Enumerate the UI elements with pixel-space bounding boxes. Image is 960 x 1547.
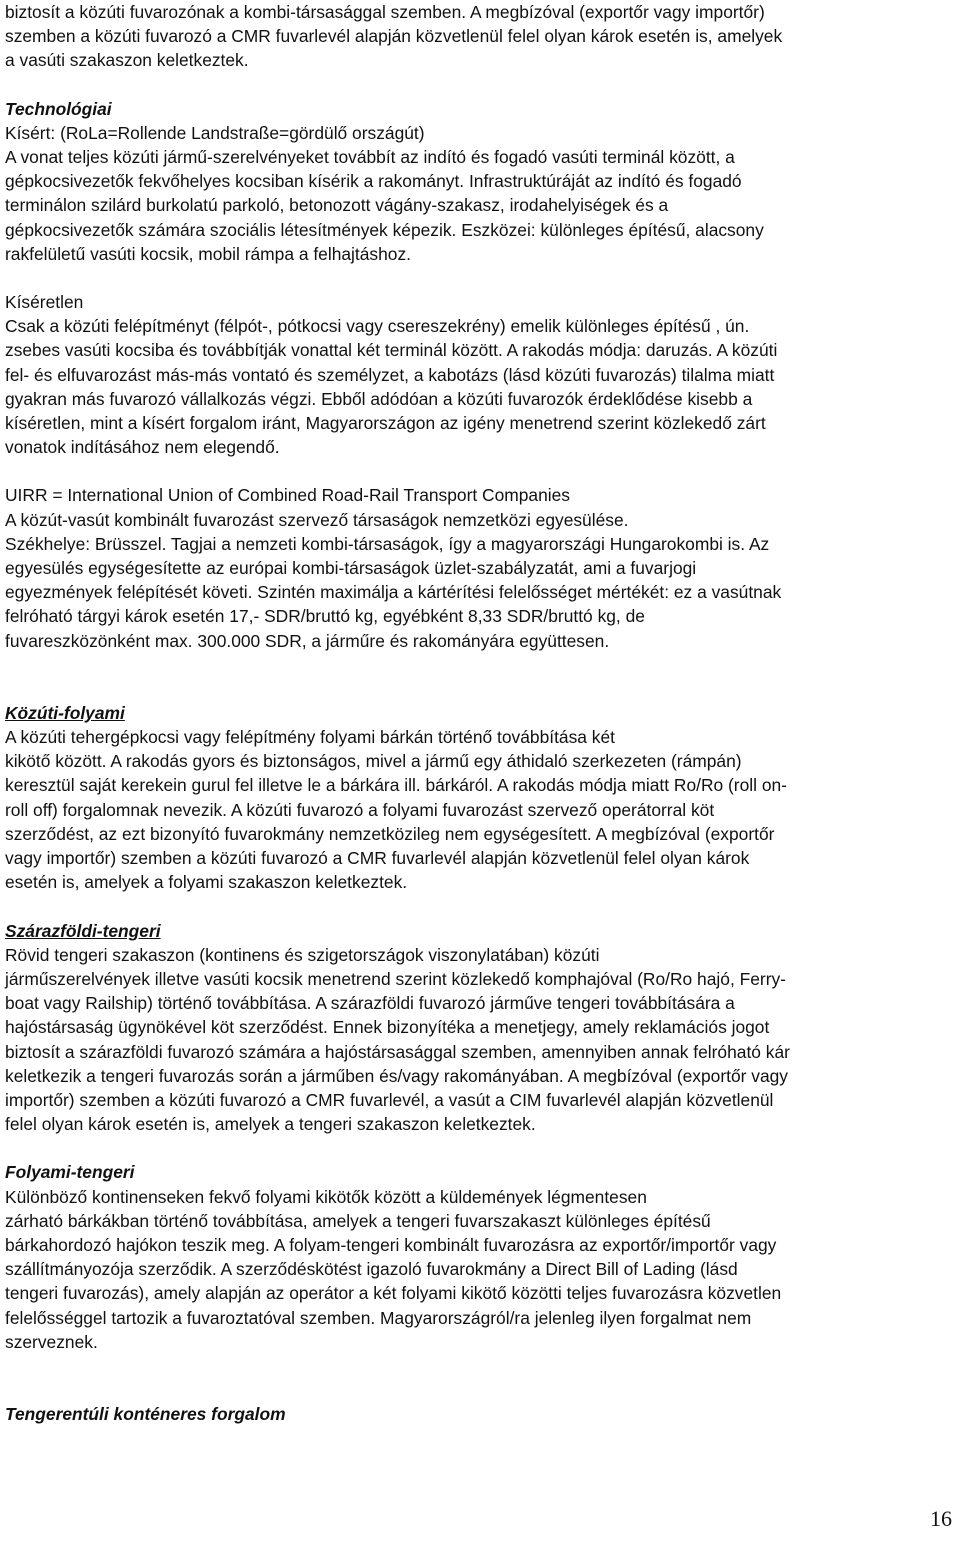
section-tengerentuli xyxy=(5,1402,955,1426)
text-line: gyakran más fuvarozó vállalkozás végzi. Ebből adódóan a közúti fuvarozók érdeklődése kisebb a xyxy=(5,388,753,409)
text-line: vagy importőr) szemben a közúti fuvarozó a CMR fuvarlevél alapján közvetlenül felel olyan károk xyxy=(5,848,750,869)
text-line: felróható tárgyi károk esetén 17,- SDR/bruttó kg, egyébként 8,33 SDR/bruttó kg, de xyxy=(5,606,645,627)
text-line: felelősséggel tartozik a fuvaroztatóval szemben. Magyarországról/ra jelenleg ilyen forgalmat nem xyxy=(5,1307,752,1328)
text-line: Székhelye: Brüsszel. Tagjai a nemzeti kombi-társaságok, így a magyarországi Hungarokombi is. Az xyxy=(5,533,770,554)
text-line: felel olyan károk esetén is, amelyek a tengeri szakaszon keletkeztek. xyxy=(5,1114,536,1135)
section-heading: Folyami-tengeri xyxy=(5,1162,135,1183)
section-technologiai xyxy=(5,97,955,266)
text-line: a vasúti szakaszon keletkeztek. xyxy=(5,50,249,71)
text-line: Rövid tengeri szakaszon (kontinens és szigetországok viszonylatában) közúti xyxy=(5,944,600,965)
section-szarazfoldi-tengeri xyxy=(5,919,955,1137)
text-line: Különböző kontinenseken fekvő folyami kikötők között a küldemények légmentesen xyxy=(5,1186,647,1207)
text-line: szerveznek. xyxy=(5,1331,98,1352)
text-line: kíséretlen, mint a kísért forgalom iránt, Magyarországon az igény menetrend szerint közlekedő zárt xyxy=(5,413,766,434)
text-line: roll off) forgalomnak nevezik. A közúti fuvarozó a folyami fuvarozást szervező operátorral köt xyxy=(5,799,715,820)
text-line: zárható bárkákban történő továbbítása, amelyek a tengeri fuvarszakaszt különleges építésű xyxy=(5,1210,711,1231)
text-line: A közúti tehergépkocsi vagy felépítmény folyami bárkán történő továbbítása két xyxy=(5,727,615,748)
intro-paragraph xyxy=(5,0,955,73)
text-line: biztosít a közúti fuvarozónak a kombi-társasággal szemben. A megbízóval (exportőr vagy importőr) xyxy=(5,2,765,22)
text-line: keletkezik a tengeri fuvarozás során a járműben és/vagy rakományában. A megbízóval (exportőr vagy xyxy=(5,1065,788,1086)
text-line: szemben a közúti fuvarozó a CMR fuvarlevél alapján közvetlenül felel olyan károk esetén is, amelyek xyxy=(5,26,783,47)
text-line: A vonat teljes közúti jármű-szerelvényeket továbbít az indító és fogadó vasúti terminál között, a xyxy=(5,147,735,168)
text-line: terminálon szilárd burkolatú parkoló, betonozott vágány-szakasz, irodahelyiségek és a xyxy=(5,195,669,216)
text-line: Kíséretlen xyxy=(5,292,84,313)
text-line: boat vagy Railship) történő továbbítása. A szárazföldi fuvarozó járműve tengeri továbbítására a xyxy=(5,993,735,1014)
text-line: importőr) szemben a közúti fuvarozó a CMR fuvarlevél, a vasút a CIM fuvarlevél alapján közvetlenül xyxy=(5,1089,774,1110)
text-line: bárkahordozó hajókon teszik meg. A folyam-tengeri kombinált fuvarozásra az exportőr/importőr vagy xyxy=(5,1234,777,1255)
text-line: gépkocsivezetők fekvőhelyes kocsiban kísérik a rakományt. Infrastruktúráját az indító és fogadó xyxy=(5,171,742,192)
text-line: szerződést, az ezt bizonyító fuvarokmány nemzetközileg nem egységesített. A megbízóval (exportőr xyxy=(5,823,775,844)
section-heading: Technológiai xyxy=(5,98,112,119)
text-line: keresztül saját kerekein gurul fel illetve le a bárkára ill. bárkáról. A rakodás módja miatt Ro/Ro (roll on- xyxy=(5,775,787,796)
text-line: gépkocsivezetők számára szociális létesítmények képezik. Eszközei: különleges építésű, alacsony xyxy=(5,219,764,240)
text-line: tengeri fuvarozás), amely alapján az operátor a két folyami kikötő közötti teljes fuvarozásra közvetlen xyxy=(5,1283,782,1304)
section-heading: Közúti-folyami xyxy=(5,702,125,723)
section-kozuti-folyami xyxy=(5,701,955,895)
text-line: Csak a közúti felépítményt (félpót-, pótkocsi vagy csereszekrény) emelik különleges építésű , ún. xyxy=(5,316,750,337)
text-line: kikötő között. A rakodás gyors és biztonságos, mivel a jármű egy áthidaló szerkezeten (rámpán) xyxy=(5,751,742,772)
section-uirr xyxy=(5,483,955,652)
text-line: biztosít a szárazföldi fuvarozó számára a hajóstársasággal szemben, amennyiben annak felróható kár xyxy=(5,1041,790,1062)
text-line: zsebes vasúti kocsiba és továbbítják vonattal két terminál között. A rakodás módja: daruzás. A közúti xyxy=(5,340,778,361)
section-heading: Tengerentúli konténeres forgalom xyxy=(5,1403,286,1424)
text-line: egyesülés egységesítette az európai kombi-társaságok üzlet-szabályzatát, ami a fuvarjogi xyxy=(5,558,697,579)
text-line: esetén is, amelyek a folyami szakaszon keletkeztek. xyxy=(5,872,408,893)
text-line: UIRR = International Union of Combined Road-Rail Transport Companies xyxy=(5,485,570,506)
text-line: vonatok indításához nem elegendő. xyxy=(5,437,280,458)
text-line: A közút-vasút kombinált fuvarozást szervező társaságok nemzetközi egyesülése. xyxy=(5,509,629,530)
section-folyami-tengeri xyxy=(5,1160,955,1354)
text-line: szállítmányozója szerződik. A szerződéskötést igazoló fuvarokmány a Direct Bill of Lading (lásd xyxy=(5,1259,738,1280)
page-number: 16 xyxy=(930,1506,952,1531)
text-line: Kísért: (RoLa=Rollende Landstraße=gördülő országút) xyxy=(5,122,425,143)
section-heading: Szárazföldi-tengeri xyxy=(5,920,161,941)
text-line: rakfelületű vasúti kocsik, mobil rámpa a felhajtáshoz. xyxy=(5,243,411,264)
text-line: fel- és elfuvarozást más-más vontató és személyzet, a kabotázs (lásd közúti fuvarozás) tilalma miatt xyxy=(5,364,775,385)
text-line: fuvareszközönként max. 300.000 SDR, a járműre és rakományára együttesen. xyxy=(5,630,610,651)
document-page xyxy=(5,0,955,1426)
section-kiseretlen xyxy=(5,290,955,459)
text-line: járműszerelvények illetve vasúti kocsik menetrend szerint közlekedő komphajóval (Ro/Ro hajó, Ferry- xyxy=(5,968,786,989)
text-line: egyezmények felépítését követi. Szintén maximálja a kártérítési felelősséget mértékét: ez a vasútnak xyxy=(5,582,782,603)
text-line: hajóstársaság ügynökével köt szerződést. Ennek bizonyítéka a menetjegy, amely reklamációs jogot xyxy=(5,1017,770,1038)
